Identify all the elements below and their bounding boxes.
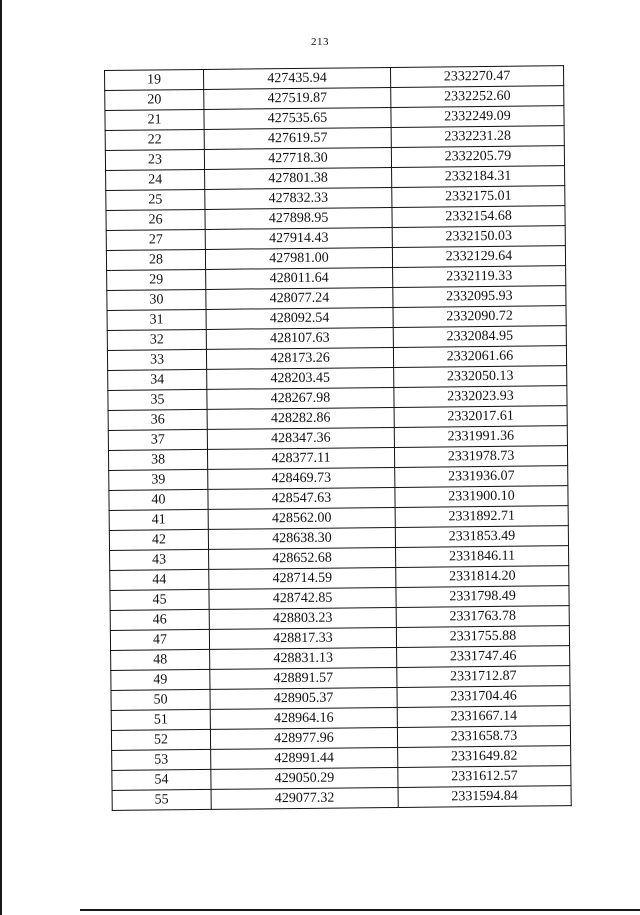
point-number-cell: 30 — [107, 289, 206, 310]
easting-cell: 428991.44 — [211, 747, 398, 769]
easting-cell: 428817.33 — [209, 627, 396, 649]
easting-cell: 427898.95 — [205, 207, 392, 229]
point-number-cell: 46 — [110, 609, 209, 630]
point-number-cell: 21 — [105, 109, 204, 130]
easting-cell: 428742.85 — [209, 587, 396, 609]
easting-cell: 427801.38 — [205, 167, 392, 189]
coordinates-table-body — [105, 66, 572, 811]
northing-cell: 2332252.60 — [391, 86, 564, 108]
point-number-cell: 48 — [111, 649, 210, 670]
point-number-cell: 38 — [108, 449, 207, 470]
point-number-cell: 33 — [107, 349, 206, 370]
northing-cell: 2332249.09 — [391, 106, 564, 128]
scan-left-border — [0, 0, 2, 915]
table-row — [112, 786, 571, 811]
easting-cell: 428652.68 — [209, 547, 396, 569]
scan-bottom-border — [80, 909, 640, 911]
northing-cell: 2331704.46 — [397, 686, 570, 708]
northing-cell: 2332090.72 — [393, 306, 566, 328]
easting-cell: 428267.98 — [207, 387, 394, 409]
point-number-cell: 45 — [110, 589, 209, 610]
northing-cell: 2332150.03 — [392, 226, 565, 248]
point-number-cell: 20 — [105, 89, 204, 110]
easting-cell: 428964.16 — [210, 707, 397, 729]
northing-cell: 2331649.82 — [398, 746, 571, 768]
point-number-cell: 24 — [106, 169, 205, 190]
easting-cell: 427914.43 — [205, 227, 392, 249]
northing-cell: 2332050.13 — [394, 366, 567, 388]
page-number: 213 — [311, 36, 329, 48]
northing-cell: 2331814.20 — [396, 566, 569, 588]
point-number-cell: 39 — [109, 469, 208, 490]
northing-cell: 2331853.49 — [395, 526, 568, 548]
point-number-cell: 43 — [110, 549, 209, 570]
northing-cell: 2331594.84 — [398, 786, 571, 808]
easting-cell: 429077.32 — [211, 787, 398, 809]
northing-cell: 2332205.79 — [391, 146, 564, 168]
easting-cell: 428107.63 — [206, 327, 393, 349]
northing-cell: 2332023.93 — [394, 386, 567, 408]
easting-cell: 429050.29 — [211, 767, 398, 789]
northing-cell: 2331755.88 — [396, 626, 569, 648]
point-number-cell: 36 — [108, 409, 207, 430]
northing-cell: 2331667.14 — [397, 706, 570, 728]
northing-cell: 2332061.66 — [393, 346, 566, 368]
easting-cell: 428173.26 — [206, 347, 393, 369]
northing-cell: 2332231.28 — [391, 126, 564, 148]
point-number-cell: 47 — [110, 629, 209, 650]
easting-cell: 428377.11 — [207, 447, 394, 469]
northing-cell: 2332017.61 — [394, 406, 567, 428]
easting-cell: 428011.64 — [206, 267, 393, 289]
easting-cell: 428282.86 — [207, 407, 394, 429]
easting-cell: 428547.63 — [208, 487, 395, 509]
northing-cell: 2331712.87 — [397, 666, 570, 688]
northing-cell: 2332095.93 — [393, 286, 566, 308]
northing-cell: 2332154.68 — [392, 206, 565, 228]
easting-cell: 428891.57 — [210, 667, 397, 689]
point-number-cell: 52 — [111, 729, 210, 750]
northing-cell: 2331846.11 — [396, 546, 569, 568]
easting-cell: 428562.00 — [208, 507, 395, 529]
point-number-cell: 40 — [109, 489, 208, 510]
point-number-cell: 54 — [112, 769, 211, 790]
point-number-cell: 37 — [108, 429, 207, 450]
easting-cell: 428077.24 — [206, 287, 393, 309]
point-number-cell: 41 — [109, 509, 208, 530]
northing-cell: 2331936.07 — [395, 466, 568, 488]
easting-cell: 428831.13 — [210, 647, 397, 669]
point-number-cell: 49 — [111, 669, 210, 690]
easting-cell: 428714.59 — [209, 567, 396, 589]
point-number-cell: 55 — [112, 789, 211, 810]
easting-cell: 427619.57 — [204, 127, 391, 149]
point-number-cell: 27 — [106, 229, 205, 250]
easting-cell: 428092.54 — [206, 307, 393, 329]
easting-cell: 428347.36 — [207, 427, 394, 449]
point-number-cell: 23 — [105, 149, 204, 170]
point-number-cell: 50 — [111, 689, 210, 710]
northing-cell: 2332270.47 — [390, 66, 563, 88]
easting-cell: 428203.45 — [207, 367, 394, 389]
point-number-cell: 53 — [112, 749, 211, 770]
northing-cell: 2331991.36 — [394, 426, 567, 448]
northing-cell: 2331612.57 — [398, 766, 571, 788]
easting-cell: 428469.73 — [208, 467, 395, 489]
northing-cell: 2331798.49 — [396, 586, 569, 608]
point-number-cell: 34 — [108, 369, 207, 390]
northing-cell: 2331658.73 — [397, 726, 570, 748]
northing-cell: 2332184.31 — [392, 166, 565, 188]
easting-cell: 427535.65 — [204, 107, 391, 129]
point-number-cell: 35 — [108, 389, 207, 410]
northing-cell: 2332084.95 — [393, 326, 566, 348]
point-number-cell: 42 — [109, 529, 208, 550]
easting-cell: 427981.00 — [205, 247, 392, 269]
easting-cell: 427435.94 — [203, 67, 390, 89]
point-number-cell: 22 — [105, 129, 204, 150]
point-number-cell: 26 — [106, 209, 205, 230]
easting-cell: 427718.30 — [204, 147, 391, 169]
point-number-cell: 29 — [107, 269, 206, 290]
easting-cell: 427519.87 — [204, 87, 391, 109]
northing-cell: 2332175.01 — [392, 186, 565, 208]
northing-cell: 2332119.33 — [393, 266, 566, 288]
northing-cell: 2331763.78 — [396, 606, 569, 628]
northing-cell: 2331900.10 — [395, 486, 568, 508]
point-number-cell: 28 — [106, 249, 205, 270]
point-number-cell: 51 — [111, 709, 210, 730]
point-number-cell: 31 — [107, 309, 206, 330]
easting-cell: 428803.23 — [209, 607, 396, 629]
northing-cell: 2331892.71 — [395, 506, 568, 528]
point-number-cell: 44 — [110, 569, 209, 590]
northing-cell: 2331978.73 — [394, 446, 567, 468]
easting-cell: 428638.30 — [208, 527, 395, 549]
point-number-cell: 25 — [106, 189, 205, 210]
easting-cell: 428905.37 — [210, 687, 397, 709]
coordinates-table — [104, 65, 572, 811]
northing-cell: 2331747.46 — [397, 646, 570, 668]
easting-cell: 427832.33 — [205, 187, 392, 209]
easting-cell: 428977.96 — [210, 727, 397, 749]
point-number-cell: 19 — [105, 69, 204, 90]
point-number-cell: 32 — [107, 329, 206, 350]
northing-cell: 2332129.64 — [392, 246, 565, 268]
